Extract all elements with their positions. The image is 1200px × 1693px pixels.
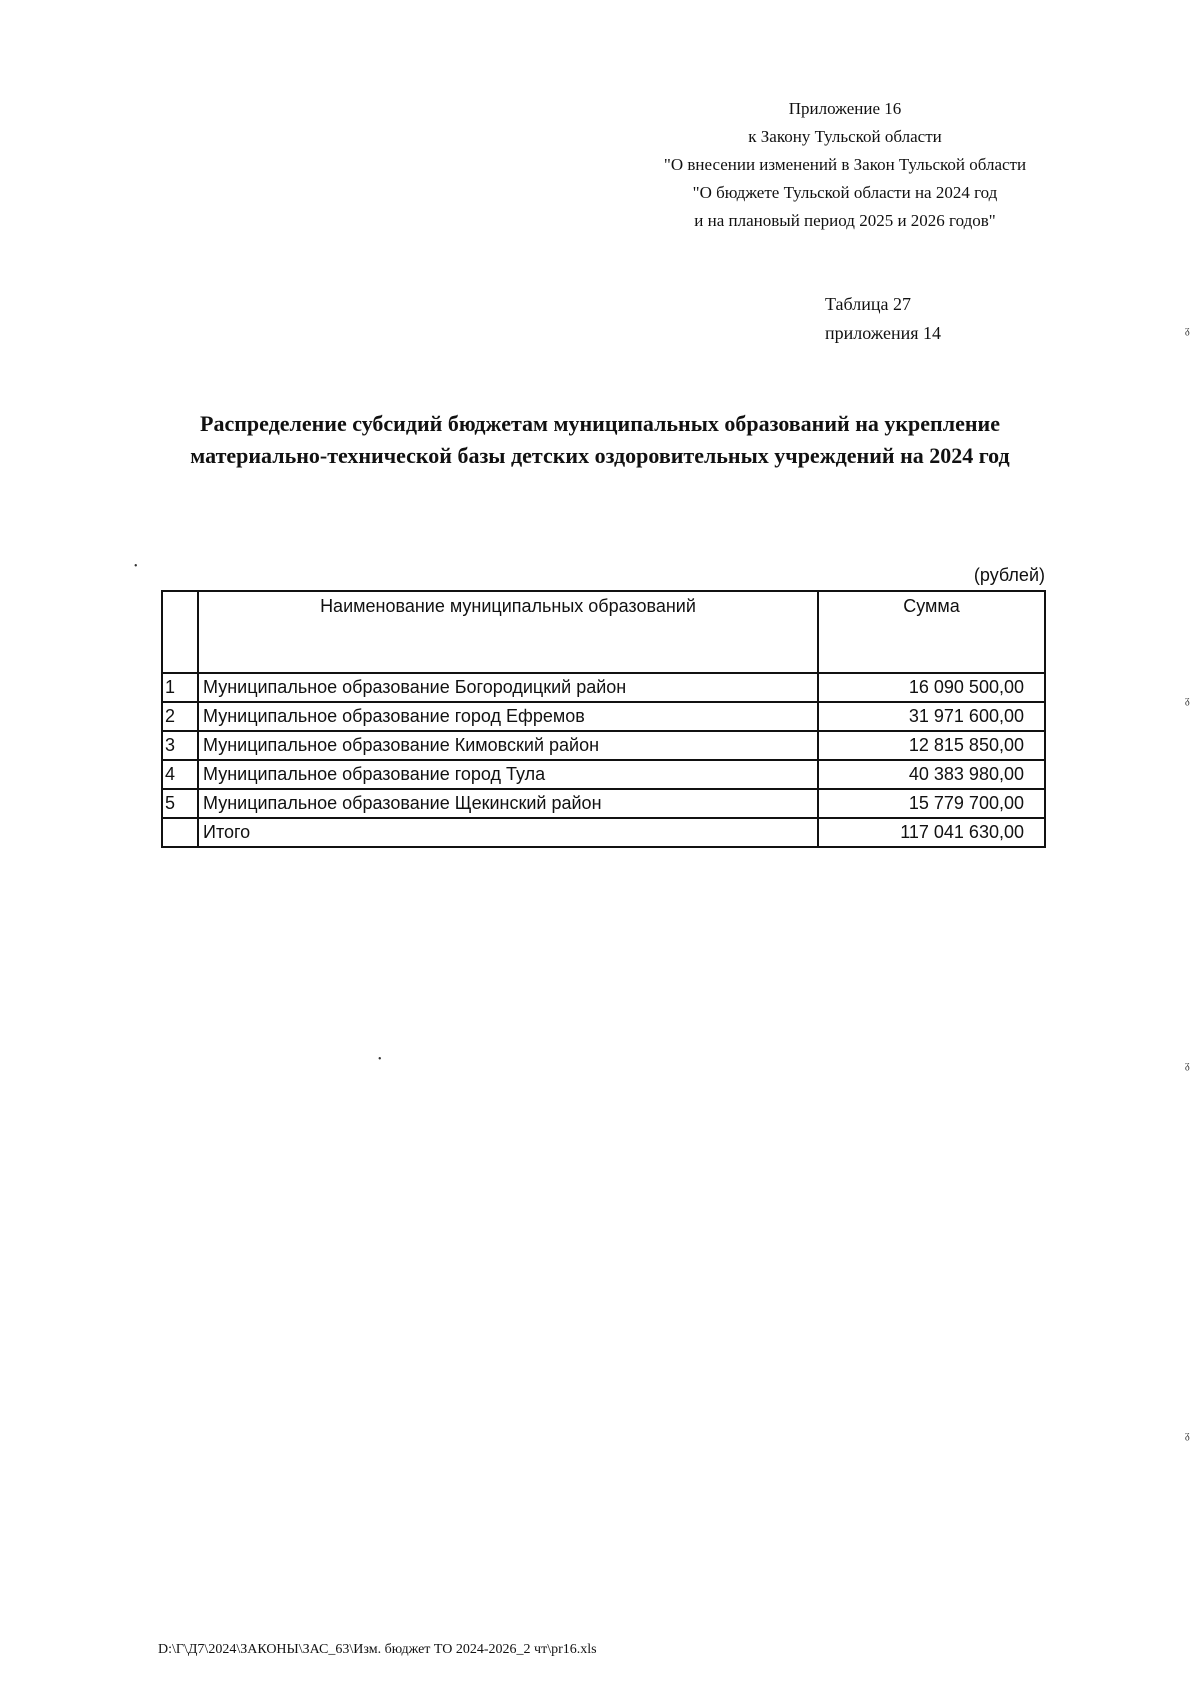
row-name: Муниципальное образование Щекинский район xyxy=(198,789,818,818)
row-name: Муниципальное образование город Тула xyxy=(198,760,818,789)
table-row xyxy=(162,789,1045,818)
appendix-header-line: "О внесении изменений в Закон Тульской области xyxy=(663,155,1027,174)
total-number xyxy=(162,818,198,847)
table-reference-appendix: приложения 14 xyxy=(825,323,942,343)
scan-artifact-icon: ᵹ xyxy=(1185,325,1190,336)
row-number: 3 xyxy=(162,731,198,760)
scan-artifact-icon: ᵹ xyxy=(1185,1060,1190,1071)
appendix-header-line: и на плановый период 2025 и 2026 годов" xyxy=(694,211,996,230)
appendix-header xyxy=(600,95,1090,235)
table-reference-number: Таблица 27 xyxy=(825,294,911,314)
row-sum: 31 971 600,00 xyxy=(818,702,1045,731)
file-path-footer: D:\Г\Д7\2024\ЗАКОНЫ\ЗАС_63\Изм. бюджет ТО 2024-2026_2 чт\pr16.xls xyxy=(158,1642,597,1657)
row-sum: 40 383 980,00 xyxy=(818,760,1045,789)
total-sum: 117 041 630,00 xyxy=(818,818,1045,847)
table-row xyxy=(162,673,1045,702)
row-sum: 16 090 500,00 xyxy=(818,673,1045,702)
row-name: Муниципальное образование город Ефремов xyxy=(198,702,818,731)
appendix-header-line: к Закону Тульской области xyxy=(748,127,942,146)
scan-dot-icon: • xyxy=(134,561,138,572)
scan-artifact-icon: ᵹ xyxy=(1185,1430,1190,1441)
table-row xyxy=(162,702,1045,731)
appendix-header-line: Приложение 16 xyxy=(788,99,902,118)
appendix-header-line: "О бюджете Тульской области на 2024 год xyxy=(692,183,998,202)
document-title: Распределение субсидий бюджетам муниципальных образований на укрепление материально-технической базы детских оздоровительных учреждений на 2024 год xyxy=(190,411,1010,468)
row-name: Муниципальное образование Богородицкий район xyxy=(198,673,818,702)
total-label: Итого xyxy=(198,818,818,847)
scan-dot-icon: • xyxy=(378,1054,382,1065)
row-number: 4 xyxy=(162,760,198,789)
table-reference xyxy=(825,290,941,348)
row-name: Муниципальное образование Кимовский район xyxy=(198,731,818,760)
total-row xyxy=(162,818,1045,847)
header-name-cell: Наименование муниципальных образований xyxy=(198,591,818,673)
table-row xyxy=(162,760,1045,789)
row-sum: 15 779 700,00 xyxy=(818,789,1045,818)
row-sum: 12 815 850,00 xyxy=(818,731,1045,760)
table-header-row xyxy=(162,591,1045,673)
row-number: 5 xyxy=(162,789,198,818)
subsidy-table xyxy=(161,590,1046,848)
table-row xyxy=(162,731,1045,760)
units-label: (рублей) xyxy=(973,565,1045,585)
row-number: 2 xyxy=(162,702,198,731)
scan-artifact-icon: ᵹ xyxy=(1185,695,1190,706)
header-sum-cell: Сумма xyxy=(818,591,1045,673)
row-number: 1 xyxy=(162,673,198,702)
header-num-cell xyxy=(162,591,198,673)
